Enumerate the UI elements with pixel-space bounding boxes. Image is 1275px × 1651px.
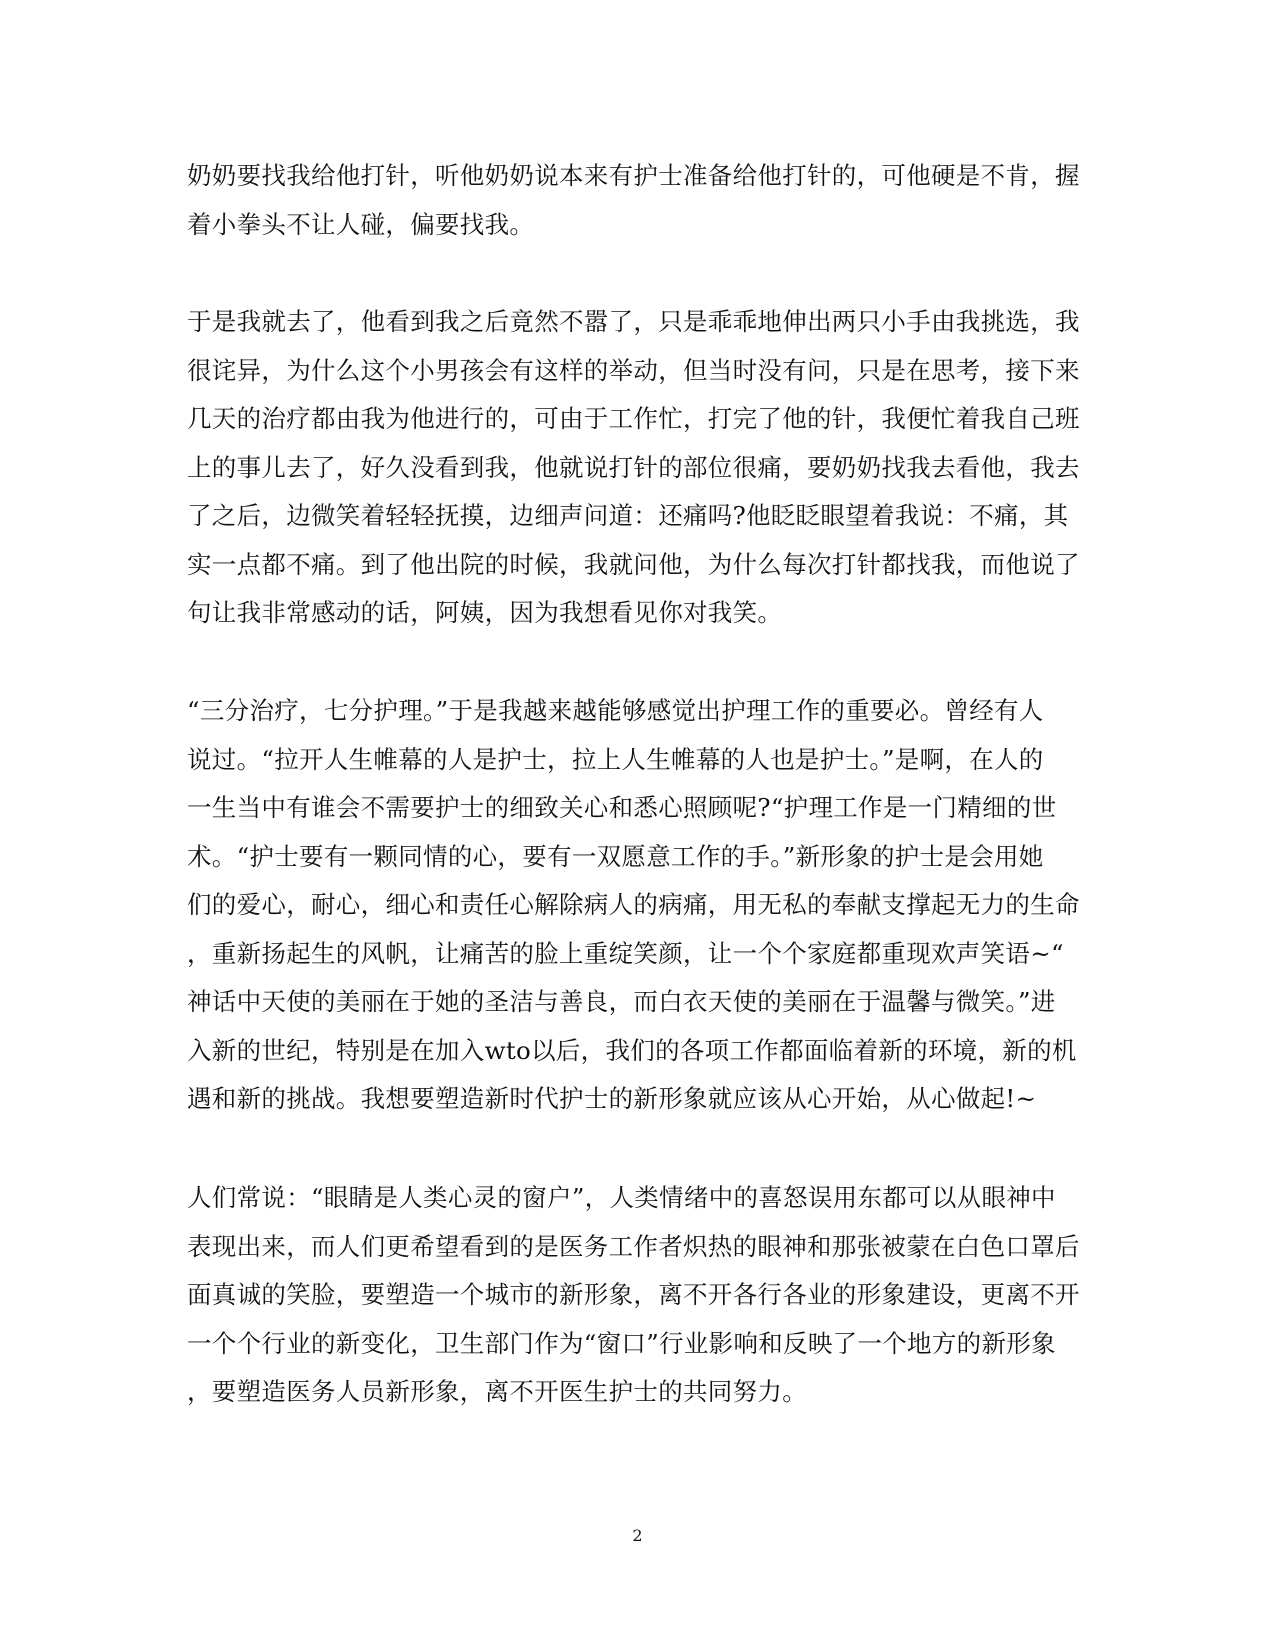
text-line: 很诧异，为什么这个小男孩会有这样的举动，但当时没有问，只是在思考，接下来	[187, 355, 1080, 385]
paragraph-2	[187, 298, 1087, 638]
text-line: 一个个行业的新变化，卫生部门作为“窗口”行业影响和反映了一个地方的新形象	[187, 1328, 1056, 1358]
text-line: 上的事儿去了，好久没看到我，他就说打针的部位很痛，要奶奶找我去看他，我去	[187, 452, 1080, 482]
text-line: 一生当中有谁会不需要护士的细致关心和悉心照顾呢?“护理工作是一门精细的世	[187, 793, 1057, 822]
text-line: ，重新扬起生的风帆，让痛苦的脸上重绽笑颜，让一个个家庭都重现欢声笑语~“	[187, 938, 1064, 968]
paragraph-1	[187, 152, 1087, 249]
page-number: 2	[632, 1526, 643, 1545]
text-line: 实一点都不痛。到了他出院的时候，我就问他，为什么每次打针都找我，而他说了	[187, 549, 1080, 579]
text-line: 于是我就去了，他看到我之后竟然不嚣了，只是乖乖地伸出两只小手由我挑选，我	[187, 307, 1080, 336]
paragraph-4	[187, 1174, 1087, 1417]
text-line: 着小拳头不让人碰，偏要找我。	[187, 209, 535, 239]
text-line: 了之后，边微笑着轻轻抚摸，边细声问道：还痛吗?他眨眨眼望着我说：不痛，其	[187, 501, 1069, 530]
text-line: 遇和新的挑战。我想要塑造新时代护士的新形象就应该从心开始，从心做起!~	[187, 1084, 1037, 1113]
paragraph-3	[187, 687, 1087, 1124]
text-line: 人们常说：“眼睛是人类心灵的窗户”，人类情绪中的喜怒误用东都可以从眼神中	[187, 1183, 1056, 1212]
text-line: 面真诚的笑脸，要塑造一个城市的新形象，离不开各行各业的形象建设，更离不开	[187, 1280, 1080, 1309]
text-line: 们的爱心，耐心，细心和责任心解除病人的病痛，用无私的奉献支撑起无力的生命	[187, 890, 1080, 919]
text-line: 表现出来，而人们更希望看到的是医务工作者炽热的眼神和那张被蒙在白色口罩后	[187, 1231, 1080, 1261]
text-line: 术。“护士要有一颗同情的心，要有一双愿意工作的手。”新形象的护士是会用她	[187, 841, 1044, 871]
text-line: 几天的治疗都由我为他进行的，可由于工作忙，打完了他的针，我便忙着我自己班	[187, 404, 1080, 433]
text-line: 说过。“拉开人生帷幕的人是护士，拉上人生帷幕的人也是护士。”是啊，在人的	[187, 744, 1044, 774]
text-line: 神话中天使的美丽在于她的圣洁与善良，而白衣天使的美丽在于温馨与微笑。”进	[187, 987, 1056, 1016]
text-line: ，要塑造医务人员新形象，离不开医生护士的共同努力。	[187, 1377, 807, 1406]
text-line: “三分治疗，七分护理。”于是我越来越能够感觉出护理工作的重要必。曾经有人	[187, 696, 1044, 725]
text-line: 句让我非常感动的话，阿姨，因为我想看见你对我笑。	[187, 598, 783, 627]
text-line: 入新的世纪，特别是在加入wto以后，我们的各项工作都面临着新的环境，新的机	[187, 1035, 1077, 1065]
text-line: 奶奶要找我给他打针，听他奶奶说本来有护士准备给他打针的，可他硬是不肯，握	[187, 161, 1080, 190]
